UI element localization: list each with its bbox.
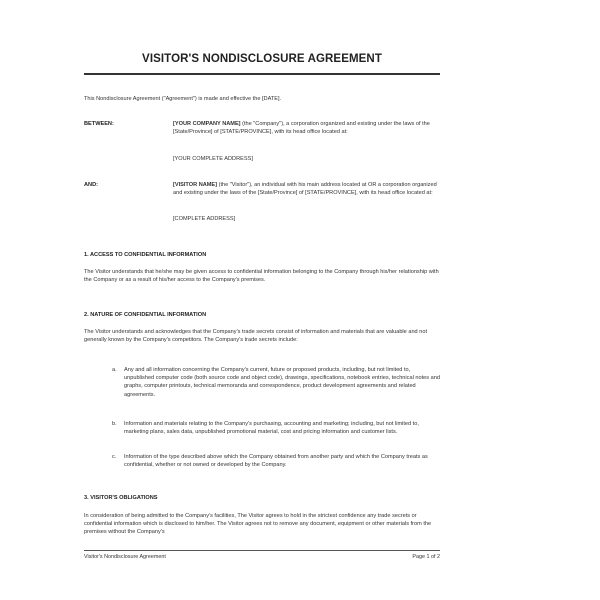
document-page: [84, 0, 440, 600]
section-1-heading: 1. ACCESS TO CONFIDENTIAL INFORMATION: [84, 252, 207, 258]
and-party-text: (the "Visitor"), an individual with his main address located at OR a corporation organized and existing under the laws of the [State/Province] of [STATE/PROVINCE], with its head office located at:: [173, 182, 437, 197]
list-marker-c: c.: [112, 454, 117, 460]
footer-document-name: Visitor's Nondisclosure Agreement: [84, 554, 166, 560]
and-label: AND:: [84, 182, 98, 188]
section-2-text: The Visitor understands and acknowledges that the Company's trade secrets consist of information and materials that are valuable and not generally known by the Company's competitors. The Company's trade secrets include:: [84, 329, 427, 344]
section-3-heading: 3. VISITOR'S OBLIGATIONS: [84, 495, 158, 501]
visitor-name-placeholder: [VISITOR NAME]: [173, 182, 218, 188]
section-2-heading: 2. NATURE OF CONFIDENTIAL INFORMATION: [84, 312, 207, 318]
footer-page-number: Page 1 of 2: [412, 554, 440, 560]
between-party: [173, 120, 440, 136]
and-party: [173, 181, 440, 197]
list-item-c: Information of the type described above which the Company obtained from another party and which the Company treats as confidential, whether or not owned or developed by the Company.: [124, 454, 428, 469]
intro-paragraph: This Nondisclosure Agreement ("Agreement") is made and effective the [DATE].: [84, 96, 282, 102]
between-party-text: (the "Company"), a corporation organized and existing under the laws of the [State/Province] of [STATE/PROVINCE], with its head office located at:: [173, 121, 430, 136]
visitor-address: [COMPLETE ADDRESS]: [173, 216, 236, 222]
list-marker-b: b.: [112, 421, 117, 427]
section-3-text: In consideration of being admitted to the Company's facilities, The Visitor agrees to hold in the strictest confidence any trade secrets or confidential information which is disclosed to him/her. The Visitor agrees not to remove any document, equipment or other materials from the premises without the Company's: [84, 513, 432, 536]
between-label: BETWEEN:: [84, 121, 114, 127]
list-item-b: Information and materials relating to the Company's purchasing, accounting and marketing; including, but not limited to, marketing plans, sales data, unpublished promotional material, cost and pricing information and customer lists.: [124, 421, 419, 436]
list-marker-a: a.: [112, 367, 117, 373]
footer-divider: [84, 550, 440, 551]
company-address: [YOUR COMPLETE ADDRESS]: [173, 156, 253, 162]
document-title: VISITOR'S NONDISCLOSURE AGREEMENT: [142, 53, 382, 65]
title-divider: [84, 73, 440, 75]
list-item-a: Any and all information concerning the Company's current, future or proposed products, including, but not limited to, unpublished computer code (both source code and object code), drawings, specifications, notebook entries, technical notes and graphs, computer printouts, technical memoranda and correspondence, product development agreements and related agreements.: [124, 367, 440, 398]
section-1-text: The Visitor understands that he/she may be given access to confidential information belonging to the Company through his/her relationship with the Company or as a result of his/her access to the Company's premises.: [84, 269, 439, 284]
company-name-placeholder: [YOUR COMPANY NAME]: [173, 121, 241, 127]
